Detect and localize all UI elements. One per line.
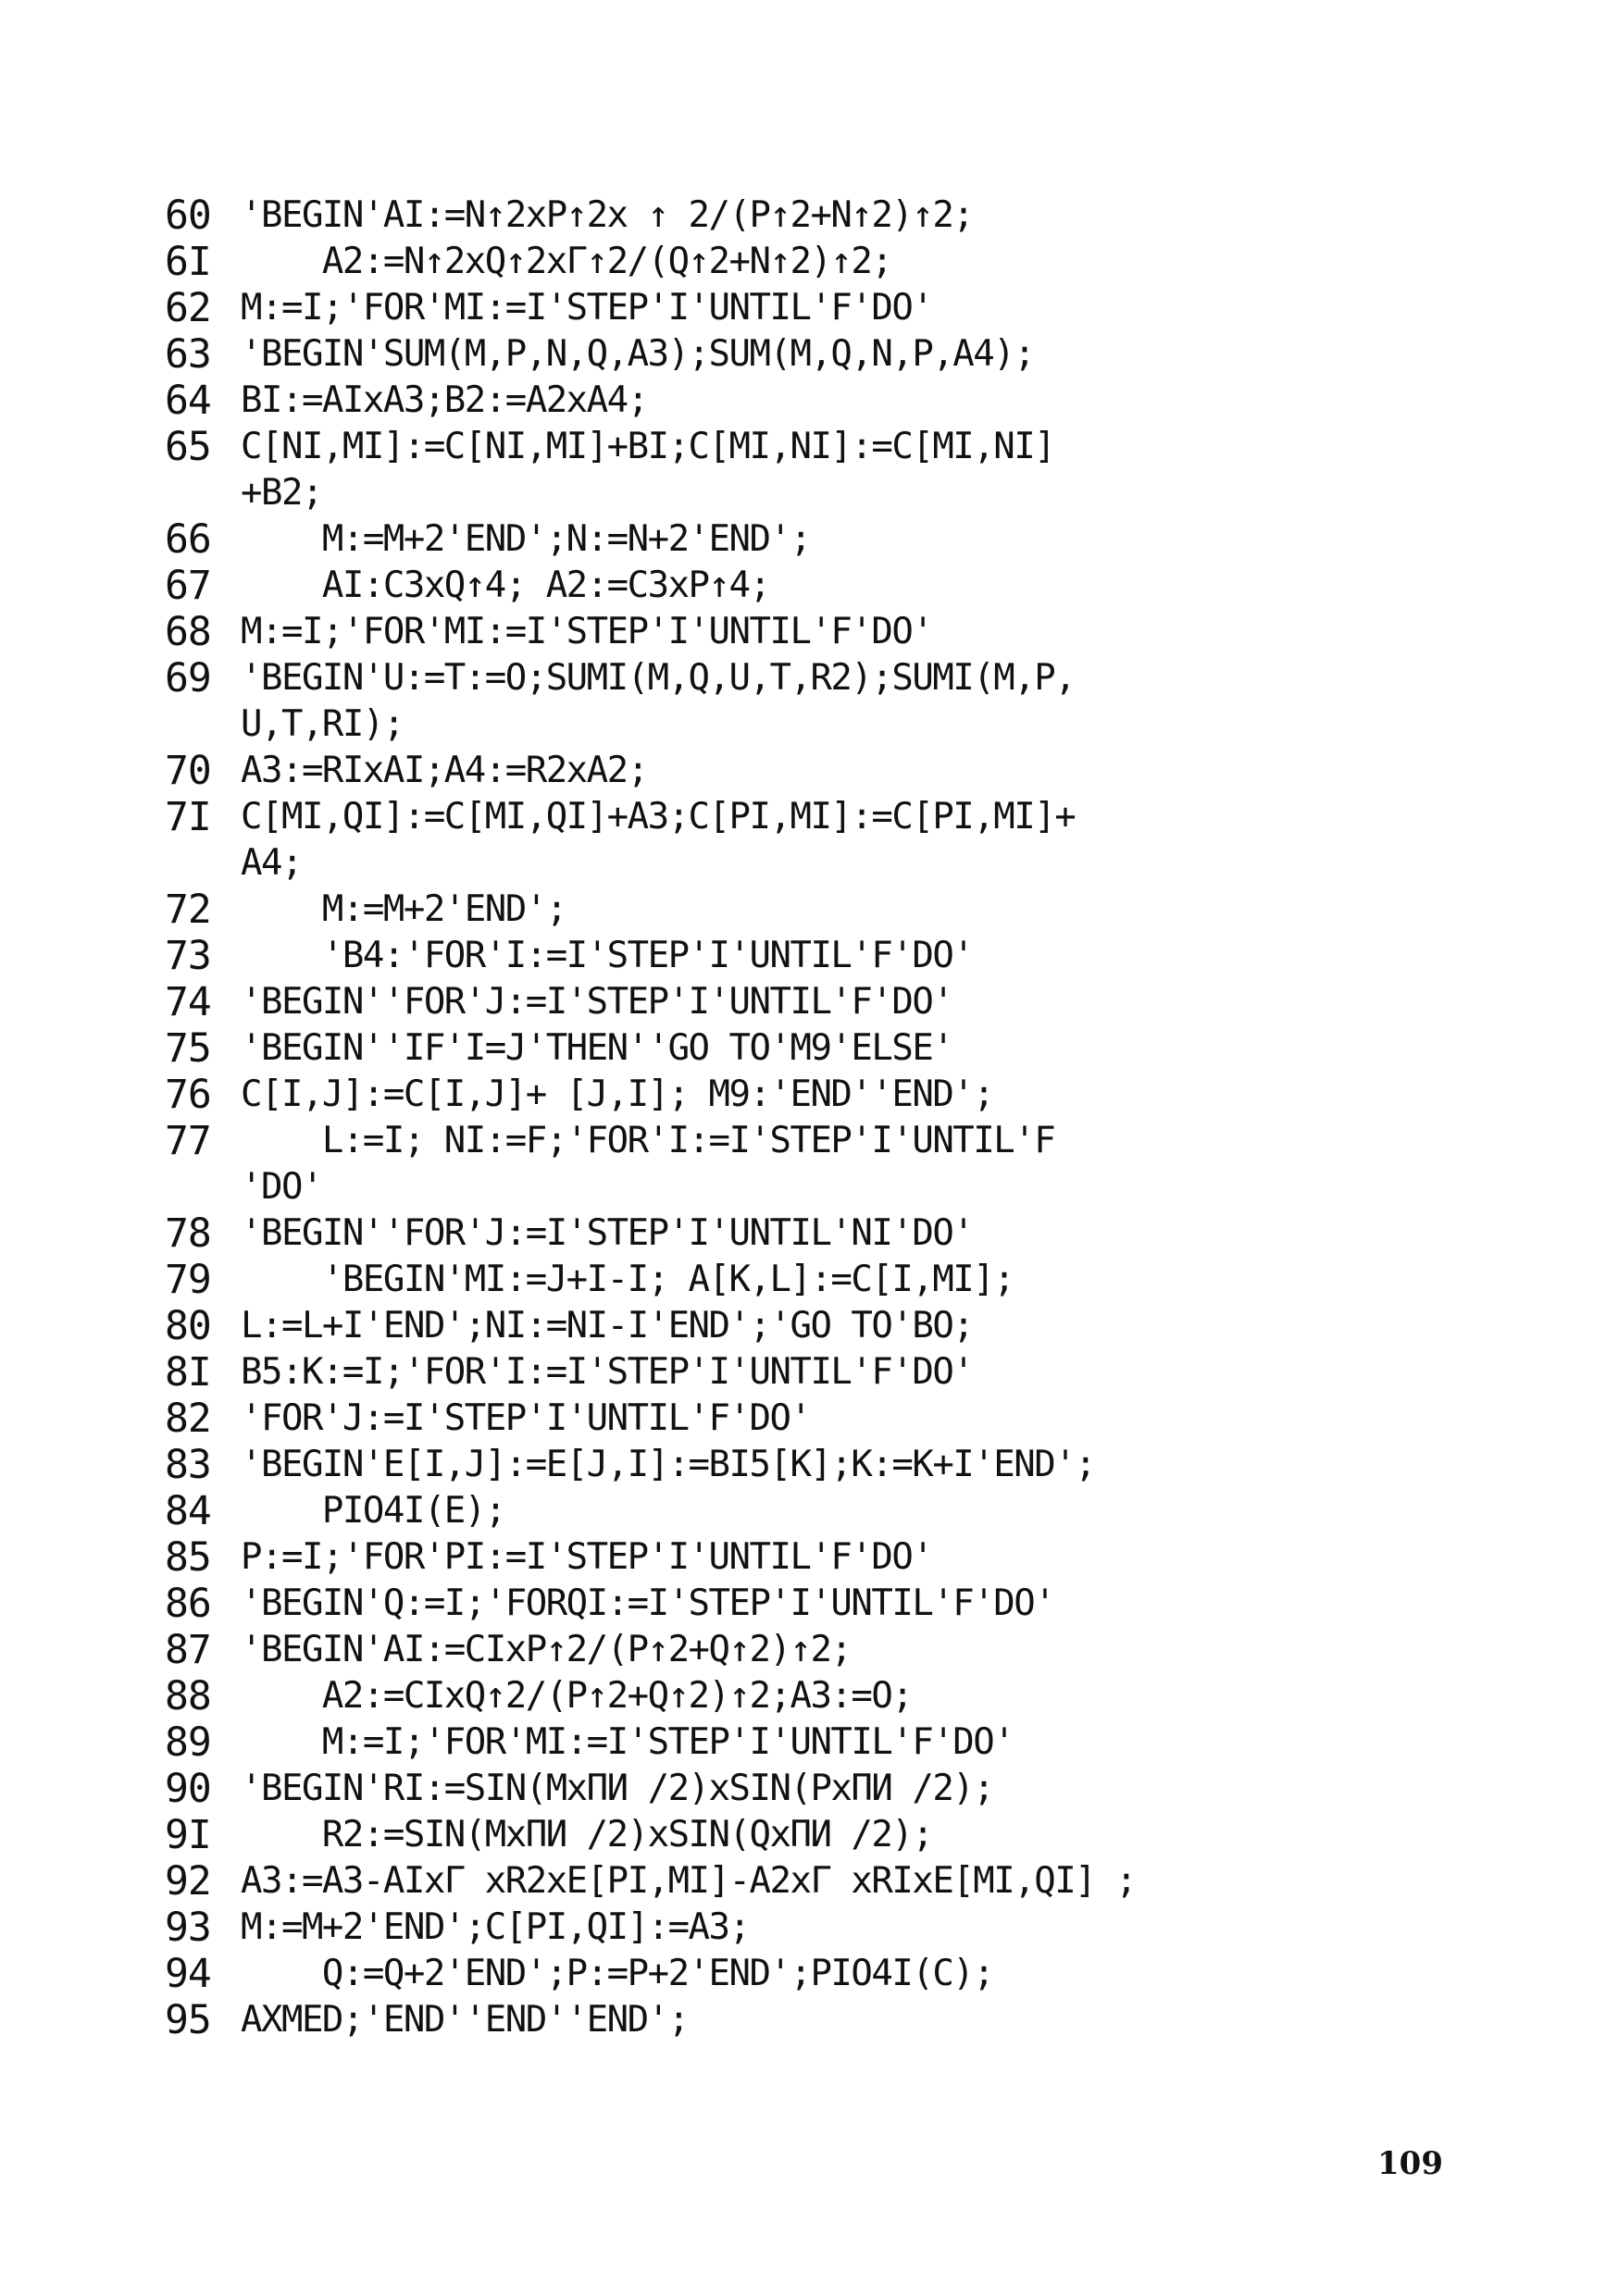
code-text: AXMED;'END''END''END'; <box>241 1999 689 2041</box>
line-number: 84 <box>165 1488 211 1534</box>
code-line <box>165 1719 1525 1766</box>
code-line <box>165 655 1525 748</box>
code-text: M:=I;'FOR'MI:=I'STEP'I'UNTIL'F'DO' <box>241 287 933 329</box>
code-line <box>165 1581 1525 1627</box>
line-number: 88 <box>165 1673 211 1719</box>
code-line <box>165 1673 1525 1719</box>
code-line <box>165 1072 1525 1118</box>
code-text: BI:=AIxA3;B2:=A2xA4; <box>241 379 648 421</box>
code-text: A3:=RIxAI;A4:=R2xA2; <box>241 750 648 791</box>
code-text: C[MI,QI]:=C[MI,QI]+A3;C[PI,MI]:=C[PI,MI]+ A4; <box>241 796 1076 884</box>
line-number: 75 <box>165 1025 211 1072</box>
code-line <box>165 794 1525 887</box>
code-text: 'FOR'J:=I'STEP'I'UNTIL'F'DO' <box>241 1397 811 1439</box>
line-number: 9I <box>165 1812 211 1858</box>
code-line <box>165 1627 1525 1673</box>
line-number: 70 <box>165 748 211 794</box>
line-number: 6I <box>165 239 211 285</box>
code-text: M:=M+2'END';N:=N+2'END'; <box>241 518 811 560</box>
line-number: 74 <box>165 979 211 1025</box>
code-line <box>165 1534 1525 1581</box>
code-text: 'BEGIN'MI:=J+I-I; A[K,L]:=C[I,MI]; <box>241 1259 1014 1300</box>
line-number: 64 <box>165 378 211 424</box>
line-number: 73 <box>165 933 211 979</box>
code-text: M:=I;'FOR'MI:=I'STEP'I'UNTIL'F'DO' <box>241 1721 1014 1763</box>
code-line <box>165 1766 1525 1812</box>
code-line <box>165 1812 1525 1858</box>
code-text: M:=M+2'END';C[PI,QI]:=A3; <box>241 1906 750 1948</box>
code-line <box>165 887 1525 933</box>
line-number: 63 <box>165 331 211 378</box>
code-text: P:=I;'FOR'PI:=I'STEP'I'UNTIL'F'DO' <box>241 1536 933 1578</box>
code-line <box>165 1118 1525 1210</box>
code-line <box>165 1488 1525 1534</box>
code-text: 'BEGIN'AI:=N↑2xP↑2x ↑ 2/(P↑2+N↑2)↑2; <box>241 194 974 236</box>
code-text: M:=M+2'END'; <box>241 888 566 930</box>
code-line <box>165 285 1525 331</box>
line-number: 72 <box>165 887 211 933</box>
code-line <box>165 609 1525 655</box>
code-text: 'BEGIN'U:=T:=O;SUMI(M,Q,U,T,R2);SUMI(M,P, U,T,RI); <box>241 657 1076 745</box>
code-text: 'BEGIN'AI:=CIxP↑2/(P↑2+Q↑2)↑2; <box>241 1629 852 1670</box>
line-number: 90 <box>165 1766 211 1812</box>
line-number: 86 <box>165 1581 211 1627</box>
line-number: 62 <box>165 285 211 331</box>
line-number: 82 <box>165 1396 211 1442</box>
line-number: 78 <box>165 1210 211 1257</box>
line-number: 80 <box>165 1303 211 1349</box>
code-text: 'BEGIN'Q:=I;'FORQI:=I'STEP'I'UNTIL'F'DO' <box>241 1582 1055 1624</box>
code-line <box>165 933 1525 979</box>
line-number: 95 <box>165 1997 211 2043</box>
code-text: 'BEGIN'E[I,J]:=E[J,I]:=BI5[K];K:=K+I'END'; <box>241 1444 1096 1485</box>
code-text: 'BEGIN'RI:=SIN(MxПИ /2)xSIN(PxПИ /2); <box>241 1768 994 1809</box>
code-line <box>165 1349 1525 1396</box>
code-line <box>165 1210 1525 1257</box>
code-text: 'B4:'FOR'I:=I'STEP'I'UNTIL'F'DO' <box>241 935 974 976</box>
code-text: 'BEGIN''FOR'J:=I'STEP'I'UNTIL'F'DO' <box>241 981 953 1023</box>
code-line <box>165 424 1525 516</box>
code-line <box>165 979 1525 1025</box>
code-text: 'BEGIN''FOR'J:=I'STEP'I'UNTIL'NI'DO' <box>241 1212 974 1254</box>
line-number: 66 <box>165 516 211 563</box>
line-number: 92 <box>165 1858 211 1905</box>
code-text: R2:=SIN(MxПИ /2)xSIN(QxПИ /2); <box>241 1814 933 1855</box>
line-number: 68 <box>165 609 211 655</box>
code-text: C[I,J]:=C[I,J]+ [J,I]; M9:'END''END'; <box>241 1074 994 1115</box>
code-line <box>165 1303 1525 1349</box>
line-number: 87 <box>165 1627 211 1673</box>
code-line <box>165 748 1525 794</box>
code-text: L:=I; NI:=F;'FOR'I:=I'STEP'I'UNTIL'F 'DO' <box>241 1120 1055 1208</box>
line-number: 93 <box>165 1905 211 1951</box>
line-number: 60 <box>165 192 211 239</box>
line-number: 85 <box>165 1534 211 1581</box>
code-line <box>165 1905 1525 1951</box>
line-number: 83 <box>165 1442 211 1488</box>
code-line <box>165 1951 1525 1997</box>
code-line <box>165 378 1525 424</box>
code-text: B5:K:=I;'FOR'I:=I'STEP'I'UNTIL'F'DO' <box>241 1351 974 1393</box>
code-text: M:=I;'FOR'MI:=I'STEP'I'UNTIL'F'DO' <box>241 611 933 652</box>
line-number: 69 <box>165 655 211 701</box>
code-text: A2:=N↑2xQ↑2xΓ↑2/(Q↑2+N↑2)↑2; <box>241 241 892 282</box>
code-text: PIO4I(E); <box>241 1490 505 1532</box>
line-number: 94 <box>165 1951 211 1997</box>
code-text: 'BEGIN''IF'I=J'THEN''GO TO'M9'ELSE' <box>241 1027 953 1069</box>
code-line <box>165 1997 1525 2043</box>
line-number: 65 <box>165 424 211 470</box>
code-line <box>165 331 1525 378</box>
code-text: AI:C3xQ↑4; A2:=C3xP↑4; <box>241 565 770 606</box>
code-line <box>165 516 1525 563</box>
code-line <box>165 192 1525 239</box>
code-text: C[NI,MI]:=C[NI,MI]+BI;C[MI,NI]:=C[MI,NI] +B2; <box>241 426 1055 514</box>
line-number: 67 <box>165 563 211 609</box>
code-line <box>165 1858 1525 1905</box>
algol-code-listing <box>165 192 1525 2043</box>
code-text: L:=L+I'END';NI:=NI-I'END';'GO TO'BO; <box>241 1305 974 1347</box>
code-line <box>165 563 1525 609</box>
code-text: Q:=Q+2'END';P:=P+2'END';PIO4I(C); <box>241 1953 994 1994</box>
code-text: 'BEGIN'SUM(M,P,N,Q,A3);SUM(M,Q,N,P,A4); <box>241 333 1035 375</box>
line-number: 77 <box>165 1118 211 1164</box>
code-line <box>165 1257 1525 1303</box>
line-number: 76 <box>165 1072 211 1118</box>
page-number: 109 <box>1377 2145 1443 2182</box>
code-text: A2:=CIxQ↑2/(P↑2+Q↑2)↑2;A3:=O; <box>241 1675 913 1717</box>
code-line <box>165 1442 1525 1488</box>
code-line <box>165 1396 1525 1442</box>
line-number: 89 <box>165 1719 211 1766</box>
line-number: 8I <box>165 1349 211 1396</box>
code-line <box>165 1025 1525 1072</box>
code-line <box>165 239 1525 285</box>
line-number: 79 <box>165 1257 211 1303</box>
code-text: A3:=A3-AIxΓ xR2xE[PI,MI]-A2xΓ xRIxE[MI,QI] ; <box>241 1860 1137 1902</box>
line-number: 7I <box>165 794 211 840</box>
